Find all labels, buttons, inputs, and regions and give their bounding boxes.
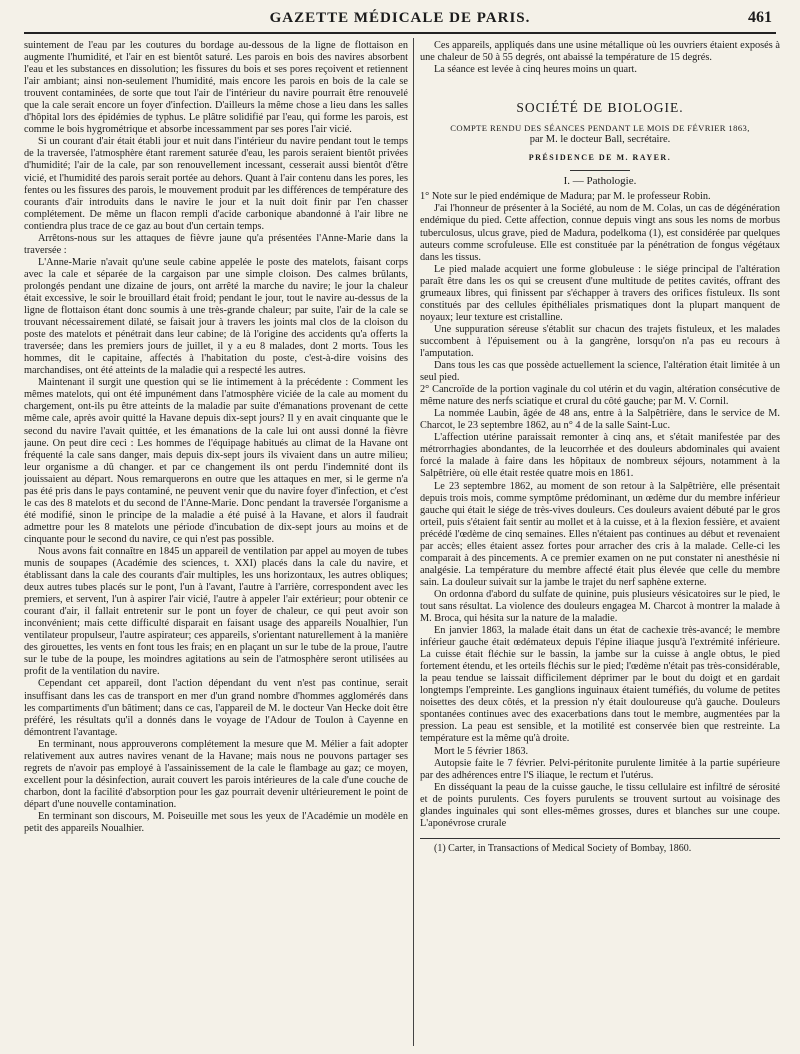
section-heading: I. — Pathologie. xyxy=(563,175,637,188)
paragraph: Cependant cet appareil, dont l'action dépendant du vent n'est pas continue, serait insuffisant dans les cas de transport en mer d'un grand nombre d'hommes agglomérés dans les compartiments d'un bâtiment; dans ce cas, l'appareil de M. le docteur Van Hecke doit être préféré, les résultats qu'il a donnés dans le voyage de l'Adour de Toulon à Cayenne en démontrent l'avantage. xyxy=(24,678,408,738)
page-header xyxy=(24,6,776,34)
paragraph: Une suppuration séreuse s'établit sur chacun des trajets fistuleux, et les malades succombent à l'épuisement ou à la gangrène, lorsqu'on n'a pas eu recours à l'amputation. xyxy=(420,323,780,359)
paragraph: Maintenant il surgit une question qui se lie intimement à la précédente : Comment les mêmes matelots, qui ont été impunément dans l'atmosphère viciée de la cale au moment du chargement, ont-ils pu être atteints de la maladie par suite d'émanations provenant de cette même cale, après avoir quitté la Havane depuis dix-sept jours? Il y en avait cinquante que le second du navire l'avait quittée, et les émanations de la cale lui ont aussi donné la fièvre jaune. On peut dire ceci : Les hommes de l'équipage habitués au climat de la Havane ont fréquenté la cale sans danger, mais depuis dix-sept jours ils vivaient dans un autre milieu; leur organisme a dû changer. et par ce changement ils ont perdu l'indemnité dont ils jouissaient au départ. Nous remarquerons en outre que les attaques en mer, si le germe n'a pas été pris dans le pays contaminé, ne peuvent venir que du navire foyer d'infection, et c'est le cas des 8 matelots et du second de l'Anne-Marie. Donc pendant la traversée l'organisme a été modifié, sinon le principe de la maladie a été puisé à la Havane, et alors il faudrait admettre pour les 8 matelots une période d'incubation de dix-sept jours au moins et de cinquante pour le second du navire, ce qui n'est pas possible. xyxy=(24,377,408,545)
secretary-line: par M. le docteur Ball, secrétaire. xyxy=(529,134,671,146)
page-number: 461 xyxy=(748,9,772,26)
paragraph: L'affection utérine paraissait remonter à cinq ans, et s'était manifestée par des métrorrhagies abondantes, de la leucorrhée et des douleurs abdominales qui avaient forcé la malade à faire dans les hôpitaux de nombreux séjours, notamment à la Salpêtrière, où elle était restée quatre mois en 1861. xyxy=(420,432,780,480)
paragraph: Mort le 5 février 1863. xyxy=(434,745,529,757)
short-divider xyxy=(570,170,630,171)
left-column xyxy=(24,40,408,1046)
footnote-divider xyxy=(420,838,780,839)
presidence-line: PRÉSIDENCE DE M. RAYER. xyxy=(528,153,672,163)
paragraph: En disséquant la peau de la cuisse gauche, le tissu cellulaire est infiltré de sérosité et de points purulents. Ces foyers purulents se trouvent surtout au voisinage des glandes inguinales qui sont elles-mêmes grosses, dures et blanches sur une coupe. L'aponévrose crurale xyxy=(420,781,780,829)
report-subtitle: COMPTE RENDU DES SÉANCES PENDANT LE MOIS DE FÉVRIER 1863, xyxy=(450,123,750,134)
paragraph: J'ai l'honneur de présenter à la Société, au nom de M. Colas, un cas de dégénération endémique du pied. Cette affection, connue depuis vingt ans sous les noms de morbus tuberculosus, ulcus grave, pied de Madura, podelkoma (1), est considérée par quelques auteurs comme scrofuleuse. Elle est constituée par la pénétration de fongus végétaux dans les tissus. xyxy=(420,203,780,263)
column-divider xyxy=(413,38,414,1046)
paragraph: On ordonna d'abord du sulfate de quinine, puis plusieurs vésicatoires sur le pied, le tout sans résultat. La violence des douleurs engagea M. Charcot à montrer la malade à M. Broca, qui hésita sur la nature de la maladie. xyxy=(420,588,780,625)
footnote: (1) Carter, in Transactions of Medical Society of Bombay, 1860. xyxy=(434,842,692,854)
item-heading: 1° Note sur le pied endémique de Madura; par M. le professeur Robin. xyxy=(420,191,711,203)
paragraph: La nommée Laubin, âgée de 48 ans, entre à la Salpêtrière, dans le service de M. Charcot, le 23 septembre 1862, au n° 4 de la salle Saint-Luc. xyxy=(420,408,780,432)
right-column xyxy=(420,40,780,1046)
item-heading: 2° Cancroïde de la portion vaginale du col utérin et du vagin, altération consécutive de même nature des nerfs sciatique et crural du côté gauche; par M. V. Cornil. xyxy=(420,384,780,408)
paragraph: Autopsie faite le 7 février. Pelvi-péritonite purulente limitée à la partie supérieure par des adhérences entre l'S iliaque, le rectum et l'utérus. xyxy=(420,757,780,781)
paragraph: Si un courant d'air était établi jour et nuit dans l'intérieur du navire pendant tout le temps de la traversée, l'atmosphère étant rarement saturée d'eau, les parois seraient bientôt privées d'humidité; l'air de la cale, par son renouvellement incessant, cesserait aussi bientôt d'être vicié, et l'humidité des parois serait portée au dehors. Quant à l'air contenu dans les pores, les fentes ou les fissures des parois, le mouvement produit par les différences de température des courants d'air introduits dans le navire le jour et la nuit doit finir par l'en chasser complétement. De même un flacon rempli d'acide carbonique abandonné à l'air libre ne contiendra plus trace de ce gaz au bout d'un certain temps. xyxy=(24,136,408,232)
paragraph: Ces appareils, appliqués dans une usine métallique où les ouvriers étaient exposés à une chaleur de 50 à 55 degrés, ont abaissé la température de 15 degrés. xyxy=(420,40,780,64)
paragraph: Dans tous les cas que possède actuellement la science, l'altération était limitée à un seul pied. xyxy=(420,360,780,384)
paragraph: Le 23 septembre 1862, au moment de son retour à la Salpêtrière, elle présentait depuis trois mois, comme symptôme prédominant, un œdème dur du membre inférieur gauche qui était le siége de très-vives douleurs. Ces douleurs avaient débuté par le gros orteil, puis s'étaient fait sentir au mollet et à la cuisse, et à la flexion fessière, et avaient précédé l'œdème de cinq semaines. Elles n'étaient pas continues au début et revenaient par accès; elles étaient assez fortes pour arracher des cris à la malade. Celle-ci les comparait à des pincements. A ce premier examen on ne put constater ni anesthésie ni analgésie. La température du membre affecté était plus élevée que celle du membre sain. La douleur suivait sur la jambe le trajet du nerf saphène externe. xyxy=(420,480,780,588)
paragraph: Nous avons fait connaître en 1845 un appareil de ventilation par appel au moyen de tubes munis de soupapes (Académie des sciences, t. XXI) placés dans la cale du navire, et établissant dans la cale des courants d'air multiples, les uns horizontaux, les autres obliques; deux autres tubes placés sur le pont, l'un à l'avant, l'autre à l'arrière, correspondent avec les premiers, et servent, l'un à aspirer l'air vicié, l'autre à appeler l'air extérieur; pour obtenir ce courant d'air, il fallait entretenir sur le pont un foyer de chaleur, ce qui peut avoir son inconvénient; mais cette difficulté disparait en faisant usage des appareils Noualhier, l'un ventilateur propulseur, l'autre aspirateur; ces appareils, s'orientant naturellement à la manière des girouettes, les vents en font tous les frais; en en plaçant un sur le tube de la proue, l'autre sur le tube de la poupe, les moindres agitations au sein de l'atmosphère seront utilisées au profit de la ventilation du navire. xyxy=(24,545,408,678)
paragraph: Arrêtons-nous sur les attaques de fièvre jaune qu'a présentées l'Anne-Marie dans la traversée : xyxy=(24,232,408,256)
paragraph: En terminant, nous approuverons complétement la mesure que M. Mélier a fait adopter relativement aux autres navires venant de la Havane; mais nous ne pouvons partager ses regrets de n'avoir pas employé à l'assainissement de la cale le flambage au gaz; ce moyen, excellent pour la désinfection, aurait couvert les parois intérieures de la cale d'une couche de charbon, dont la facilité d'absorption pour les gaz pourrait devenir ultérieurement le point de départ d'une nouvelle contamination. xyxy=(24,738,408,810)
paragraph: En terminant son discours, M. Poiseuille met sous les yeux de l'Académie un modèle en petit des appareils Noualhier. xyxy=(24,811,408,835)
journal-title: GAZETTE MÉDICALE DE PARIS. xyxy=(269,10,531,26)
society-title: SOCIÉTÉ DE BIOLOGIE. xyxy=(516,100,684,116)
paragraph: La séance est levée à cinq heures moins un quart. xyxy=(434,64,637,76)
paragraph: suintement de l'eau par les coutures du bordage au-dessous de la ligne de flottaison en augmente l'humidité, et l'air en est bientôt saturé. Les parois en bois des navires absorbent l'eau et les substances en dissolution; les fissures du bois et ses pores reçoivent et retiennent l'air ambiant; ainsi non-seulement l'humidité, mais encore les parois en bois de la cale se trouvent contaminées, de sorte que tout l'air de l'intérieur du navire pourrait être renouvelé que la cale serait encore un foyer d'infection. D'ailleurs la même chose a lieu dans les salles d'hôpital lors des épidémies de typhus. Le plâtre solidifié par l'eau, qui forme les parois, est comme le bois hygrométrique et absorbe incessamment par ses pores l'air vicié. xyxy=(24,40,408,136)
paragraph: Le pied malade acquiert une forme globuleuse : le siége principal de l'altération paraît être dans les os qui se creusent d'une multitude de petites cavités, offrant des grumeaux libres, qui finissent par s'échapper à travers des orifices fistuleux. Ils sont constitués par des cellules épithéliales prismatiques dont la plupart manquent de noyaux; leur texture est cristalline. xyxy=(420,263,780,323)
paragraph: L'Anne-Marie n'avait qu'une seule cabine appelée le poste des matelots, faisant corps avec la cale et séparée de la cargaison par une simple cloison. Des calmes brûlants, prolongés pendant une dizaine de jours, ont arrêté la marche du navire; le jour la chaleur était excessive, le soir le brouillard était froid; pendant le jour, tout le navire au-dessus de la ligne de flottaison étant donc soumis à une très-grande chaleur; par suite, l'air de la cale se trouvant nécessairement dilaté, se faisait jour à travers les joints mal clos de la cloison du poste des matelots et pénétrait dans leur cabine; de là l'origine des accidents qu'a offerts la traversée; dans les premiers jours de juillet, il y a eu 8 malades, dont 2 morts. Tous les hommes, dit le capitaine, affectés à l'habitation du poste, c'est-à-dire voisins des marchandises, ont été atteints de la maladie qui a respecté les autres. xyxy=(24,256,408,377)
paragraph: En janvier 1863, la malade était dans un état de cachexie très-avancé; le membre inférieur gauche était œdémateux depuis l'épine iliaque jusqu'à l'extrémité inférieure. La cuisse était fléchie sur le bassin, la jambe sur la cuisse à angle obtus, le pied fortement étendu, et les orteils fléchis sur le pied; l'œdème n'était pas très-considérable, la peau tendue se laissait difficilement déprimer par le bout du doigt et en gardait longtemps l'empreinte. Les ganglions inguinaux étaient tuméfiés, du volume de petites noisettes des deux côtés, et la pression n'y était douloureuse qu'à gauche. Douleurs spontanées continues avec des exacerbations dans tout le membre, augmentées par la pression. La peau est sensible, et la motilité est conservée bien que restreinte. La température est la même qu'à droite. xyxy=(420,625,780,745)
